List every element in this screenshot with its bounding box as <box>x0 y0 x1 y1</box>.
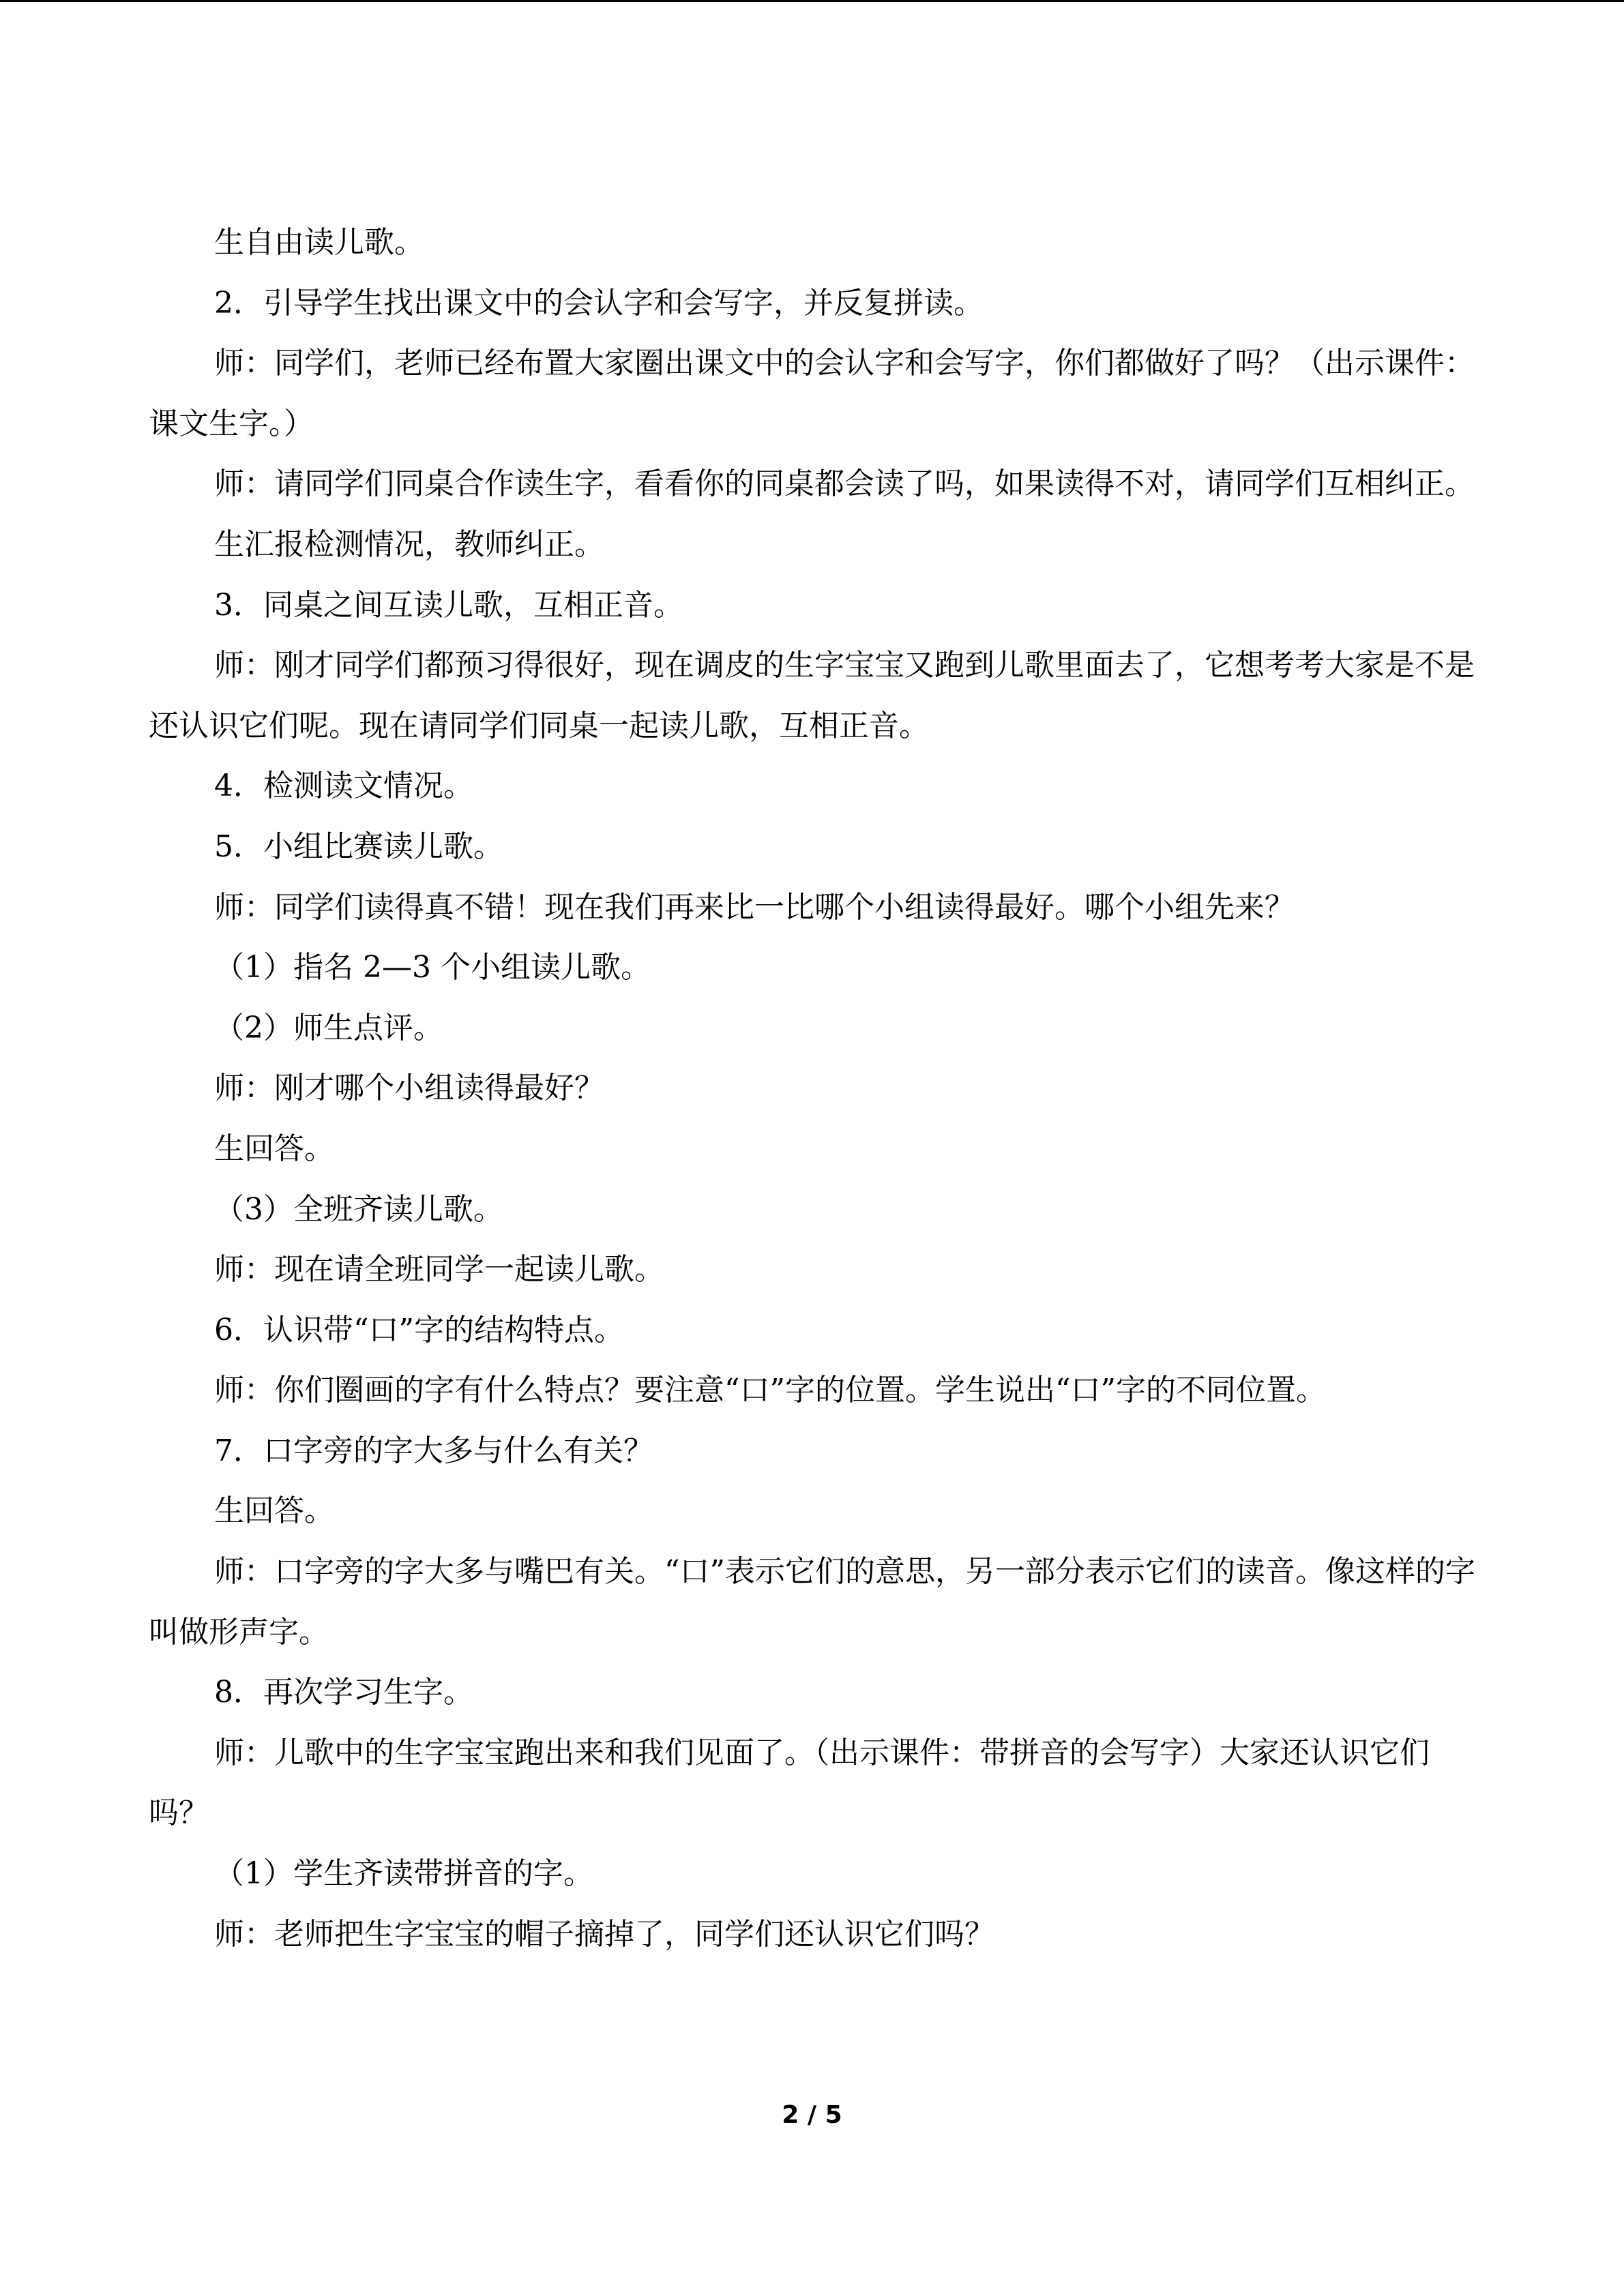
paragraph: 师：刚才同学们都预习得很好，现在调皮的生字宝宝又跑到儿歌里面去了，它想考考大家是不是还认识它们呢。现在请同学们同桌一起读儿歌，互相正音。 <box>149 648 1475 743</box>
paragraph: 师：刚才哪个小组读得最好？ <box>214 1071 604 1106</box>
paragraph: 6．认识带“口”字的结构特点。 <box>214 1312 624 1347</box>
paragraph: 7．口字旁的字大多与什么有关？ <box>214 1433 653 1468</box>
paragraph: 生汇报检测情况，教师纠正。 <box>214 526 604 562</box>
paragraph: 4．检测读文情况。 <box>214 769 473 804</box>
paragraph: 师：口字旁的字大多与嘴巴有关。“口”表示它们的意思，另一部分表示它们的读音。像这样的字叫做形声字。 <box>149 1554 1475 1650</box>
paragraph: 师：同学们读得真不错！现在我们再来比一比哪个小组读得最好。哪个小组先来？ <box>214 889 1295 925</box>
paragraph: 3．同桌之间互读儿歌，互相正音。 <box>214 587 683 623</box>
paragraph: 师：请同学们同桌合作读生字，看看你的同桌都会读了吗，如果读得不对，请同学们互相纠正。 <box>214 466 1475 502</box>
paragraph: 生回答。 <box>214 1493 334 1529</box>
paragraph: 2．引导学生找出课文中的会认字和会写字，并反复拼读。 <box>214 285 984 320</box>
paragraph: （1）学生齐读带拼音的字。 <box>214 1856 593 1892</box>
paragraph: （1）指名 2—3 个小组读儿歌。 <box>214 950 651 985</box>
paragraph: 师：儿歌中的生字宝宝跑出来和我们见面了。（出示课件：带拼音的会写字）大家还认识它们吗？ <box>149 1735 1430 1831</box>
paragraph: （3）全班齐读儿歌。 <box>214 1191 503 1227</box>
paragraph: 生回答。 <box>214 1131 334 1166</box>
paragraph: 8．再次学习生字。 <box>214 1675 473 1710</box>
document-body <box>149 213 1479 1965</box>
paragraph: 5．小组比赛读儿歌。 <box>214 829 503 864</box>
paragraph: 师：现在请全班同学一起读儿歌。 <box>214 1252 664 1287</box>
paragraph: 师：老师把生字宝宝的帽子摘掉了，同学们还认识它们吗？ <box>214 1916 994 1952</box>
page-number: 2 / 5 <box>782 2101 842 2129</box>
top-border-line <box>0 0 1624 2</box>
paragraph: 师：你们圈画的字有什么特点？要注意“口”字的位置。学生说出“口”字的不同位置。 <box>214 1373 1326 1408</box>
paragraph: 师：同学们，老师已经布置大家圈出课文中的会认字和会写字，你们都做好了吗？（出示课件：课文生字。） <box>149 346 1475 441</box>
paragraph: 生自由读儿歌。 <box>214 225 424 260</box>
paragraph: （2）师生点评。 <box>214 1010 443 1045</box>
